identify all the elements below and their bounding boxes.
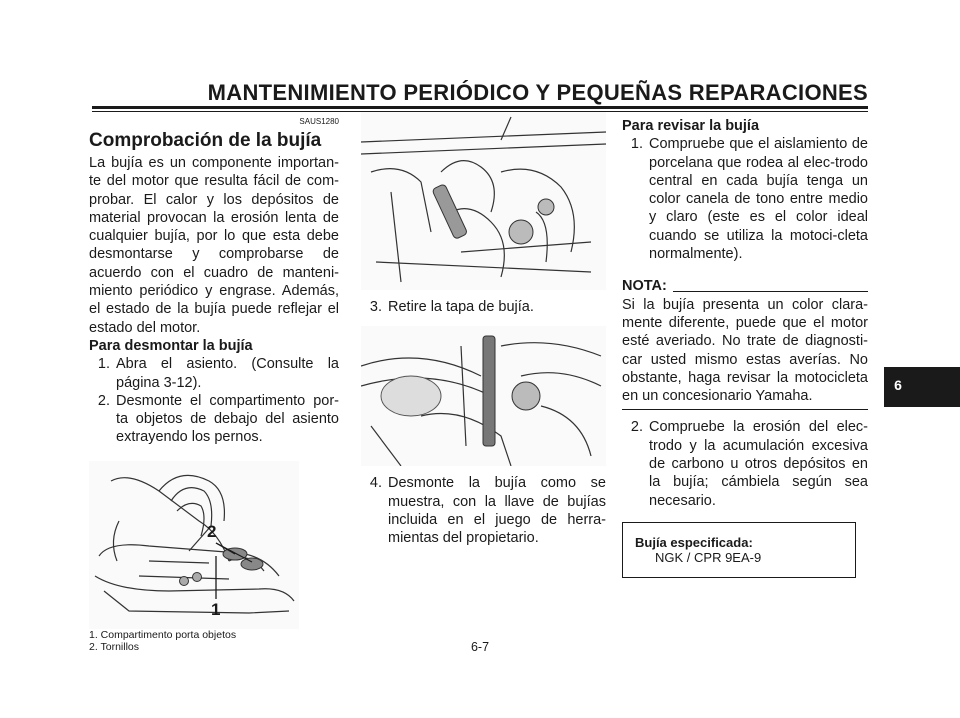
- caption-2: 2. Tornillos: [89, 640, 139, 653]
- spec-box: [622, 522, 856, 578]
- step-number: 4.: [369, 475, 382, 492]
- remove-title: Para desmontar la bujía: [89, 337, 253, 354]
- scooter-illustration: [89, 461, 299, 629]
- page-number: 6-7: [470, 640, 490, 654]
- figure-spark-plug-cap: [361, 112, 606, 290]
- spec-label: Bujía especificada:: [635, 534, 753, 550]
- step-text: Desmonte el compartimento por-ta objetos de debajo del asiento extrayendo los pernos.: [116, 392, 339, 446]
- chapter-number: 6: [894, 377, 902, 393]
- page-header: [92, 72, 868, 112]
- step-text: Desmonte la bujía como se muestra, con la llave de bujías incluida en el juego de herra-mientas del propietario.: [388, 475, 606, 547]
- remove-step-2: [89, 392, 339, 447]
- engine-cap-illustration: [361, 112, 606, 290]
- nota-header: [622, 277, 868, 295]
- section-title: Comprobación de la bujía: [89, 130, 322, 151]
- nota-line: [673, 291, 868, 292]
- header-rule: [92, 106, 868, 109]
- nota-text: Si la bujía presenta un color clara-mente diferente, puede que el motor esté averiado. No trate de diagnosti-car usted mismo estas averías. No obstante, haga revisar la motocicleta en un concesionario Yamaha.: [622, 296, 868, 405]
- nota-end-rule: [622, 409, 868, 410]
- intro-paragraph: La bujía es un componente importan-te del motor que resulta fácil de com-probar. El calor y los depósitos de material provocan la erosión lenta de cualquier bujía, por lo que esta debe desmontarse y comprobarse de acuerdo con el cuadro de manteni-miento periódico y engrase. Además, el estado de la bujía puede reflejar el estado del motor.: [89, 155, 339, 336]
- caption-1: 1. Compartimento porta objetos: [89, 628, 237, 641]
- figure-storage-compartment: [89, 461, 299, 629]
- step-number: 2.: [97, 392, 110, 409]
- step-number: 1.: [630, 136, 643, 153]
- chapter-tab: [884, 367, 960, 407]
- step-text: Compruebe la erosión del elec-trodo y la acumulación excesiva de carbono u otros depósitos en la bujía; cámbiela según sea necesario.: [649, 419, 868, 509]
- section-code: SAUS1280: [299, 117, 339, 126]
- step-text: Retire la tapa de bujía.: [388, 299, 534, 315]
- plug-cap-shape: [432, 184, 468, 240]
- right-column: [622, 117, 868, 578]
- wrench-illustration: [361, 326, 606, 466]
- inspect-step-2: [622, 418, 868, 509]
- spec-value: NGK / CPR 9EA-9: [655, 549, 762, 565]
- inspect-title: Para revisar la bujía: [622, 118, 760, 134]
- step-number: 2.: [630, 419, 643, 436]
- wrench-shape: [483, 336, 495, 446]
- step-number: 1.: [97, 356, 110, 373]
- step-number: 3.: [369, 299, 382, 315]
- left-column: [89, 117, 339, 653]
- figure-spark-plug-wrench: [361, 326, 606, 466]
- header-title: MANTENIMIENTO PERIÓDICO Y PEQUEÑAS REPARACIONES: [207, 80, 868, 105]
- bolt-shape: [241, 558, 263, 570]
- inspect-step-1: [622, 135, 868, 263]
- remove-step-4: [361, 474, 606, 547]
- callout-1: 1: [211, 599, 221, 619]
- remove-step-1: [89, 355, 339, 392]
- middle-column: [361, 117, 606, 547]
- step-text: Abra el asiento. (Consulte la página 3-12).: [116, 356, 339, 391]
- remove-step-3: [361, 298, 606, 316]
- callout-2: 2: [207, 521, 217, 541]
- nota-label: NOTA:: [622, 278, 667, 295]
- step-text: Compruebe que el aislamiento de porcelana que rodea al elec-trodo central en cada bujía tenga un color canela de tono entre medio y claro (este es el color ideal cuando se utiliza la motoci-cleta normalmente).: [649, 136, 868, 263]
